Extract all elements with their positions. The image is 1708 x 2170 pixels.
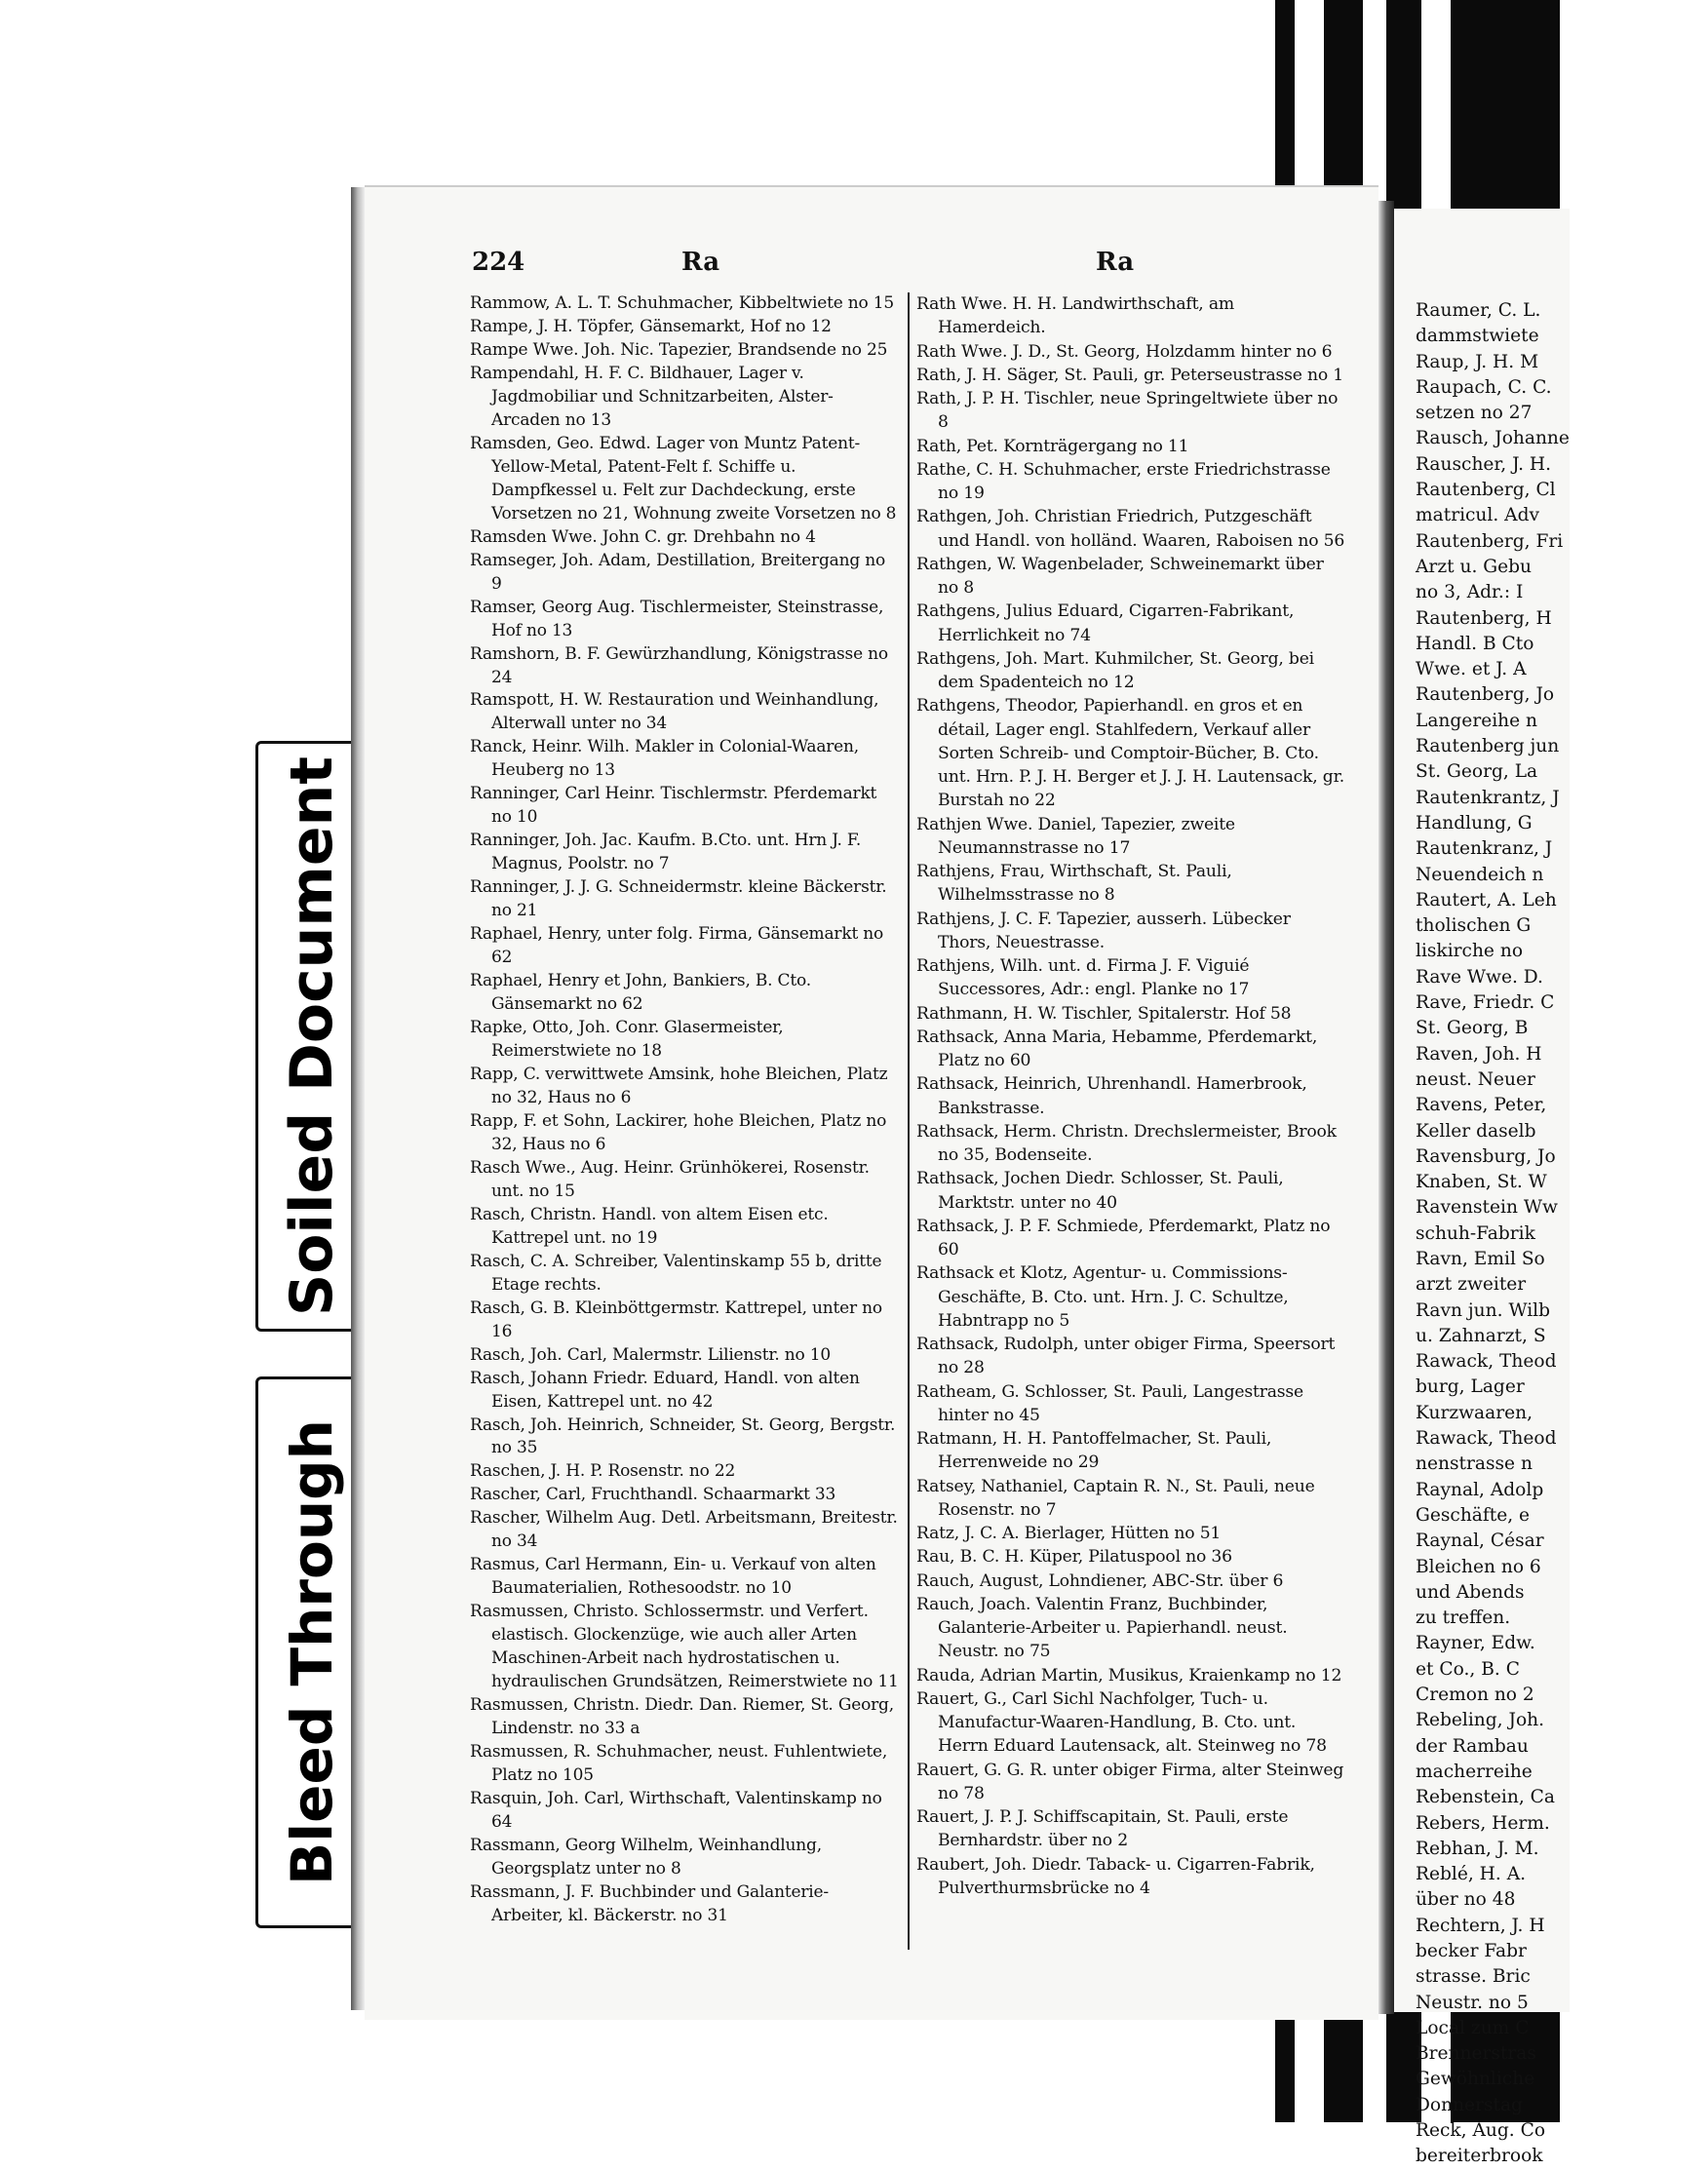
next-page-line: Rawack, Theod	[1416, 1428, 1557, 1450]
next-page-line: Handl. B Cto	[1416, 633, 1534, 654]
directory-entry: Ranninger, J. J. G. Schneidermstr. kleine Bäckerstr. no 21	[470, 877, 887, 921]
directory-entry: Rasmussen, Christn. Diedr. Dan. Riemer, St. Georg, Lindenstr. no 33 a	[470, 1695, 894, 1739]
directory-entry: Rathjens, J. C. F. Tapezier, ausserh. Lübecker Thors, Neuestrasse.	[916, 909, 1291, 952]
directory-entry: Rasquin, Joh. Carl, Wirthschaft, Valentinskamp no 64	[470, 1789, 882, 1832]
directory-entry: Rasch, G. B. Kleinböttgermstr. Kattrepel, unter no 16	[470, 1298, 882, 1341]
directory-entry: Rasmussen, Christo. Schlossermstr. und Verfert. elastisch. Glockenzüge, wie auch aller Arten Maschinen-Arbeit nach hydrostatischen u. hydraulischen Grundsätzen, Reimerstwiete no 11	[470, 1602, 899, 1692]
next-page-fragment	[1394, 209, 1570, 2167]
next-page-line: Rautenberg, Jo	[1416, 684, 1555, 706]
directory-entry: Rath, Pet. Kornträgergang no 11	[916, 436, 1189, 456]
next-page-line: Ravensburg, Jo	[1416, 1145, 1556, 1167]
next-page-line: Local zum C	[1416, 2017, 1530, 2038]
next-page-line: Rechtern, J. H	[1416, 1915, 1545, 1936]
next-page-line: Rautenberg, H	[1416, 607, 1552, 629]
directory-entry: Ratz, J. C. A. Bierlager, Hütten no 51	[916, 1524, 1222, 1543]
directory-entry: Rapp, F. et Sohn, Lackirer, hohe Bleichen, Platz no 32, Haus no 6	[470, 1110, 887, 1154]
directory-entry: Rascher, Wilhelm Aug. Detl. Arbeitsmann, Breitestr. no 34	[470, 1508, 898, 1552]
next-page-line: et Co., B. C	[1416, 1658, 1520, 1680]
next-page-line: tholischen G	[1416, 915, 1532, 937]
next-page-line: Rebenstein, Ca	[1416, 1787, 1555, 1808]
next-page-line: Knaben, St. W	[1416, 1172, 1547, 1193]
next-page-line: setzen no 27	[1416, 403, 1533, 424]
directory-entry: Ramser, Georg Aug. Tischlermeister, Steinstrasse, Hof no 13	[470, 597, 884, 640]
next-page-line: Raupach, C. C.	[1416, 376, 1552, 398]
directory-entry: Rauda, Adrian Martin, Musikus, Kraienkamp no 12	[916, 1665, 1342, 1686]
next-page-line: Neustr. no 5	[1416, 1992, 1529, 2013]
directory-entry: Rath Wwe. H. H. Landwirthschaft, am Hamerdeich.	[916, 294, 1234, 338]
next-page-line: und Abends	[1416, 1581, 1525, 1603]
right-entry-column	[916, 292, 1345, 1900]
next-page-line: arzt zweiter	[1416, 1274, 1527, 1296]
next-page-line: no 3, Adr.: I	[1416, 582, 1524, 603]
next-page-line: Rayner, Edw.	[1416, 1633, 1535, 1654]
next-page-line: Rave, Friedr. C	[1416, 992, 1555, 1014]
directory-entry: Rassmann, Georg Wilhelm, Weinhandlung, Georgsplatz unter no 8	[470, 1835, 822, 1879]
directory-entry: Ramseger, Joh. Adam, Destillation, Breitergang no 9	[470, 550, 885, 594]
next-page-line: Raynal, Adolp	[1416, 1479, 1544, 1500]
directory-entry: Rasch, Joh. Heinrich, Schneider, St. Georg, Bergstr. no 35	[470, 1414, 896, 1458]
next-page-line: Raumer, C. L.	[1416, 300, 1541, 321]
next-page-line: Langereihe n	[1416, 710, 1538, 731]
directory-entry: Rath Wwe. J. D., St. Georg, Holzdamm hinter no 6	[916, 341, 1333, 362]
directory-entry: Rascher, Carl, Fruchthandl. Schaarmarkt 33	[470, 1485, 836, 1505]
directory-entry: Rasch, Joh. Carl, Malermstr. Lilienstr. no 10	[470, 1344, 832, 1365]
directory-entry: Rauert, G. G. R. unter obiger Firma, alter Steinweg no 78	[916, 1760, 1344, 1803]
directory-entry: Rathsack, Heinrich, Uhrenhandl. Hamerbrook, Bankstrasse.	[916, 1074, 1307, 1118]
directory-entry: Ranck, Heinr. Wilh. Makler in Colonial-Waaren, Heuberg no 13	[470, 737, 859, 781]
next-page-line: nenstrasse n	[1416, 1453, 1533, 1475]
left-column-head: Ra	[681, 248, 720, 277]
left-entry-column	[470, 292, 899, 1928]
directory-entry: Rath, J. P. H. Tischler, neue Springeltwiete über no 8	[916, 389, 1339, 433]
directory-entry: Rau, B. C. H. Küper, Pilatuspool no 36	[916, 1547, 1232, 1568]
right-column-head: Ra	[1096, 248, 1135, 277]
directory-entry: Rathgens, Joh. Mart. Kuhmilcher, St. Georg, bei dem Spadenteich no 12	[916, 648, 1314, 692]
next-page-line: neust. Neuer	[1416, 1068, 1535, 1090]
column-divider	[908, 292, 910, 1950]
next-page-line: Geschäfte, e	[1416, 1504, 1531, 1526]
next-page-line: Rautenkrantz, J	[1416, 787, 1560, 808]
directory-entry: Rathsack, J. P. F. Schmiede, Pferdemarkt, Platz no 60	[916, 1216, 1331, 1259]
next-page-line: Ravenstein Ww	[1416, 1197, 1558, 1219]
directory-entry: Rathjens, Wilh. unt. d. Firma J. F. Viguié Successores, Adr.: engl. Planke no 17	[916, 956, 1250, 1000]
next-page-line: Rebhan, J. M.	[1416, 1838, 1539, 1859]
next-page-line: Ravn jun. Wilb	[1416, 1299, 1551, 1321]
directory-entry: Rasmus, Carl Hermann, Ein- u. Verkauf von alten Baumaterialien, Rothesoodstr. no 10	[470, 1555, 876, 1599]
directory-entry: Ramshorn, B. F. Gewürzhandlung, Königstrasse no 24	[470, 643, 888, 687]
next-page-line: strasse. Bric	[1416, 1966, 1531, 1988]
directory-entry: Raphael, Henry et John, Bankiers, B. Cto. Gänsemarkt no 62	[470, 971, 811, 1015]
soiled-document-label: Soiled Document	[278, 756, 346, 1317]
next-page-line: Raynal, César	[1416, 1531, 1544, 1552]
directory-entry: Rauert, J. P. J. Schiffscapitain, St. Pauli, erste Bernhardstr. über no 2	[916, 1807, 1289, 1851]
directory-entry: Rampe Wwe. Joh. Nic. Tapezier, Brandsende no 25	[470, 339, 888, 360]
next-page-line: Neuendeich n	[1416, 864, 1544, 885]
directory-entry: Rampendahl, H. F. C. Bildhauer, Lager v. Jagdmobiliar und Schnitzarbeiten, Alster-Arcaden no 13	[470, 363, 834, 430]
next-page-line: Raven, Joh. H	[1416, 1043, 1542, 1065]
directory-entry: Rathgen, Joh. Christian Friedrich, Putzgeschäft und Handl. von holländ. Waaren, Raboisen no 56	[916, 507, 1345, 551]
next-page-line: u. Zahnarzt, S	[1416, 1325, 1546, 1346]
next-page-line: Bleichen no 6	[1416, 1556, 1541, 1577]
next-page-line: Rautenberg, Cl	[1416, 480, 1556, 501]
directory-entry: Rauch, Joach. Valentin Franz, Buchbinder, Galanterie-Arbeiter u. Papierhandl. neust. Neustr. no 75	[916, 1594, 1288, 1662]
directory-entry: Raschen, J. H. P. Rosenstr. no 22	[470, 1461, 736, 1482]
next-page-line: Raup, J. H. M	[1416, 351, 1539, 372]
next-page-line: Rautert, A. Leh	[1416, 889, 1557, 911]
directory-entry: Rasmussen, R. Schuhmacher, neust. Fuhlentwiete, Platz no 105	[470, 1742, 888, 1786]
next-page-line: Rebeling, Joh.	[1416, 1710, 1545, 1731]
next-page-column	[1416, 298, 1708, 2170]
directory-entry: Rauert, G., Carl Sichl Nachfolger, Tuch- u. Manufactur-Waaren-Handlung, B. Cto. unt. Herrn Eduard Lautensack, alt. Steinweg no 78	[916, 1688, 1327, 1757]
directory-entry: Rathgens, Theodor, Papierhandl. en gros et en détail, Lager engl. Stahlfedern, Verkauf aller Sorten Schreib- und Comptoir-Bücher, B. Cto. unt. Hrn. P. J. H. Berger et J. J. H. Lautensack, gr. Burstah no 22	[916, 696, 1344, 811]
next-page-line: schuh-Fabrik	[1416, 1222, 1535, 1244]
next-page-line: Rautenberg, Fri	[1416, 530, 1564, 552]
next-page-line: zu treffen.	[1416, 1608, 1511, 1629]
directory-entry: Rathgens, Julius Eduard, Cigarren-Fabrikant, Herrlichkeit no 74	[916, 601, 1295, 645]
directory-entry: Rasch, C. A. Schreiber, Valentinskamp 55 b, dritte Etage rechts.	[470, 1251, 882, 1295]
next-page-line: Ravn, Emil So	[1416, 1248, 1545, 1269]
next-page-line: bereiterbrook	[1416, 2146, 1543, 2167]
page-number: 224	[472, 248, 525, 277]
directory-entry: Rasch Wwe., Aug. Heinr. Grünhökerei, Rosenstr. unt. no 15	[470, 1157, 870, 1201]
next-page-line: Donnerstag	[1416, 2094, 1523, 2115]
next-page-line: Wwe. et J. A	[1416, 659, 1527, 680]
directory-entry: Ratmann, H. H. Pantoffelmacher, St. Pauli, Herrenweide no 29	[916, 1429, 1272, 1473]
next-page-line: Ravens, Peter,	[1416, 1095, 1547, 1116]
next-page-line: Rave Wwe. D.	[1416, 966, 1543, 988]
next-page-line: Handlung, G	[1416, 812, 1533, 833]
directory-page	[365, 185, 1378, 2020]
directory-entry: Rathjens, Frau, Wirthschaft, St. Pauli, Wilhelmsstrasse no 8	[916, 862, 1232, 906]
next-page-line: Kurzwaaren,	[1416, 1402, 1533, 1423]
directory-entry: Rathsack et Klotz, Agentur- u. Commissions-Geschäfte, B. Cto. unt. Hrn. J. C. Schultze, Habntrapp no 5	[916, 1263, 1289, 1331]
bleed-through-label: Bleed Through	[279, 1419, 345, 1885]
directory-entry: Rauch, August, Lohndiener, ABC-Str. über 6	[916, 1570, 1284, 1591]
directory-entry: Rapke, Otto, Joh. Conr. Glasermeister, Reimerstwiete no 18	[470, 1018, 784, 1061]
directory-entry: Ranninger, Joh. Jac. Kaufm. B.Cto. unt. Hrn J. F. Magnus, Poolstr. no 7	[470, 831, 862, 874]
directory-entry: Rathgen, W. Wagenbelader, Schweinemarkt über no 8	[916, 554, 1324, 598]
next-page-line: Cremon no 2	[1416, 1685, 1534, 1706]
directory-entry: Rampe, J. H. Töpfer, Gänsemarkt, Hof no 12	[470, 316, 832, 336]
next-page-line: Rautenberg jun	[1416, 736, 1560, 757]
directory-entry: Rapp, C. verwittwete Amsink, hohe Bleichen, Platz no 32, Haus no 6	[470, 1064, 888, 1107]
directory-entry: Raubert, Joh. Diedr. Taback- u. Cigarren-Fabrik, Pulverthurmsbrücke no 4	[916, 1854, 1315, 1898]
directory-entry: Ramsden, Geo. Edwd. Lager von Muntz Patent-Yellow-Metal, Patent-Felt f. Schiffe u. Dampfkessel u. Felt zur Dachdeckung, erste Vorsetzen no 21, Wohnung zweite Vorsetzen no 8	[470, 433, 897, 523]
book-gutter	[1378, 201, 1394, 2014]
next-page-line: becker Fabr	[1416, 1941, 1527, 1961]
directory-entry: Rasch, Christn. Handl. von altem Eisen etc. Kattrepel unt. no 19	[470, 1204, 829, 1248]
next-page-line: Reblé, H. A.	[1416, 1864, 1527, 1885]
directory-entry: Ramsden Wwe. John C. gr. Drehbahn no 4	[470, 526, 816, 547]
next-page-line: dammstwiete	[1416, 326, 1539, 347]
next-page-line: Rauscher, J. H.	[1416, 453, 1552, 475]
next-page-line: Brennerstras	[1416, 2043, 1536, 2065]
directory-entry: Rathsack, Jochen Diedr. Schlosser, St. Pauli, Marktstr. unter no 40	[916, 1169, 1284, 1213]
next-page-line: Reck, Aug. Co	[1416, 2120, 1546, 2142]
page-header	[472, 248, 1359, 287]
next-page-line: über no 48	[1416, 1889, 1516, 1911]
directory-entry: Raphael, Henry, unter folg. Firma, Gänsemarkt no 62	[470, 924, 884, 968]
next-page-line: Gewöhnliche	[1416, 2069, 1535, 2090]
next-page-line: Arzt u. Gebu	[1416, 556, 1533, 577]
next-page-line: St. Georg, B	[1416, 1018, 1529, 1039]
directory-entry: Rathsack, Rudolph, unter obiger Firma, Speersort no 28	[916, 1335, 1336, 1378]
directory-entry: Rammow, A. L. T. Schuhmacher, Kibbeltwiete no 15	[470, 293, 895, 313]
next-page-line: matricul. Adv	[1416, 505, 1540, 526]
page-spine-shadow	[351, 187, 365, 2010]
next-page-line: macherreihe	[1416, 1761, 1533, 1782]
directory-entry: Rathe, C. H. Schuhmacher, erste Friedrichstrasse no 19	[916, 459, 1331, 503]
directory-entry: Rassmann, J. F. Buchbinder und Galanterie-Arbeiter, kl. Bäckerstr. no 31	[470, 1881, 829, 1925]
directory-entry: Rathsack, Anna Maria, Hebamme, Pferdemarkt, Platz no 60	[916, 1027, 1318, 1070]
directory-entry: Rasch, Johann Friedr. Eduard, Handl. von alten Eisen, Kattrepel unt. no 42	[470, 1368, 860, 1412]
directory-entry: Rathsack, Herm. Christn. Drechslermeister, Brook no 35, Bodenseite.	[916, 1121, 1337, 1165]
directory-entry: Ratheam, G. Schlosser, St. Pauli, Langestrasse hinter no 45	[916, 1381, 1303, 1425]
next-page-line: Rawack, Theod	[1416, 1351, 1557, 1373]
next-page-line: St. Georg, La	[1416, 761, 1538, 783]
next-page-line: der Rambau	[1416, 1735, 1529, 1757]
next-page-line: Rautenkranz, J	[1416, 838, 1553, 860]
next-page-line: Keller daselb	[1416, 1120, 1536, 1142]
directory-entry: Ratsey, Nathaniel, Captain R. N., St. Pauli, neue Rosenstr. no 7	[916, 1476, 1315, 1520]
directory-entry: Rathjen Wwe. Daniel, Tapezier, zweite Neumannstrasse no 17	[916, 814, 1235, 858]
next-page-line: burg, Lager	[1416, 1376, 1525, 1398]
directory-entry: Rathmann, H. W. Tischler, Spitalerstr. Hof 58	[916, 1003, 1292, 1024]
directory-entry: Rath, J. H. Säger, St. Pauli, gr. Peterseustrasse no 1	[916, 365, 1344, 385]
directory-entry: Ranninger, Carl Heinr. Tischlermstr. Pferdemarkt no 10	[470, 784, 877, 828]
next-page-line: Rausch, Johanne	[1416, 428, 1570, 449]
next-page-line: liskirche no	[1416, 941, 1524, 962]
directory-entry: Ramspott, H. W. Restauration und Weinhandlung, Alterwall unter no 34	[470, 690, 879, 734]
next-page-line: Rebers, Herm.	[1416, 1812, 1550, 1834]
